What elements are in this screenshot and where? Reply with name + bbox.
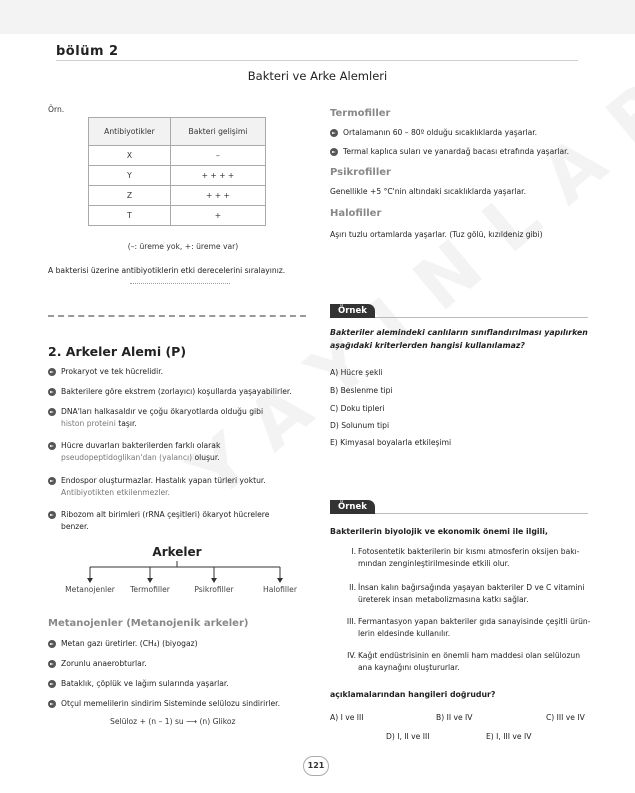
bullet-icon xyxy=(48,442,56,450)
table-row xyxy=(89,166,266,186)
list-item: Ortalamanın 60 – 80º olduğu sıcaklıklarda yaşarlar. xyxy=(343,127,537,139)
answer-option[interactable]: C) Doku tipleri xyxy=(330,404,385,413)
table-cell: Z xyxy=(89,186,171,206)
answer-option[interactable]: B) II ve IV xyxy=(436,713,473,722)
table-header: Antibiyotikler xyxy=(89,118,171,146)
statement-item: III. Fermantasyon yapan bakteriler gıda sanayisinde çeşitli ürün- lerin eldesinde kullanılır. xyxy=(346,617,591,638)
bullet-icon xyxy=(48,368,56,376)
example-label: Örn. xyxy=(48,105,65,114)
answer-option[interactable]: B) Beslenme tipi xyxy=(330,386,393,395)
table-cell: + + + + xyxy=(170,166,265,186)
list-item: Hücre duvarları bakterilerden farklı olarak pseudopeptidoglikan'dan (yalancı) oluşur. xyxy=(61,440,306,464)
cellulose-formula: Selüloz + (n – 1) su ⟶ (n) Glikoz xyxy=(110,717,236,726)
tree-arrow xyxy=(277,567,283,583)
question-stem: Bakterilerin biyolojik ve ekonomik önemi ile ilgili, xyxy=(330,527,548,536)
question-stem: Bakteriler alemindeki canlıların sınıflandırılması yapılırken aşağıdaki kriterlerden hangisi kullanılamaz? xyxy=(330,328,588,350)
table-cell: – xyxy=(170,146,265,166)
answer-line xyxy=(130,283,230,284)
bullet-icon xyxy=(48,660,56,668)
bullet-icon xyxy=(330,129,338,137)
table-row xyxy=(89,186,266,206)
table-row xyxy=(89,146,266,166)
top-band xyxy=(0,0,635,34)
table-row xyxy=(89,206,266,226)
statement-item: I. Fotosentetik bakterilerin bir kısmı atmosferin oksijen bakı- mından zenginleştirilmesinde etkili olur. xyxy=(351,547,580,568)
list-item: Prokaryot ve tek hücrelidir. xyxy=(61,366,163,378)
answer-option[interactable]: D) Solunum tipi xyxy=(330,421,390,430)
answer-option[interactable]: A) I ve III xyxy=(330,713,364,722)
tree-child-label: Termofiller xyxy=(130,585,170,594)
table-cell: + + + xyxy=(170,186,265,206)
bullet-icon xyxy=(48,477,56,485)
chapter-divider xyxy=(56,60,578,61)
example-header xyxy=(330,500,588,514)
subsection-title: Metanojenler (Metanojenik arkeler) xyxy=(48,618,249,629)
answer-option[interactable]: A) Hücre şekli xyxy=(330,368,383,377)
bullet-icon xyxy=(48,408,56,416)
question-ask: açıklamalarından hangileri doğrudur? xyxy=(330,690,496,699)
answer-option[interactable]: E) Kimyasal boyalarla etkileşimi xyxy=(330,438,452,447)
answer-option[interactable]: C) III ve IV xyxy=(546,713,585,722)
section-divider xyxy=(48,315,306,317)
tree-root-label: Arkeler xyxy=(152,545,202,559)
tree-child-label: Halofiller xyxy=(263,585,297,594)
tree-arrow xyxy=(211,567,217,583)
list-item: Zorunlu anaerobturlar. xyxy=(61,658,147,670)
table-cell: X xyxy=(89,146,171,166)
list-item: Termal kaplıca suları ve yanardağ bacası etrafında yaşarlar. xyxy=(343,146,569,158)
table-cell: Y xyxy=(89,166,171,186)
antibiotic-table xyxy=(88,117,266,226)
subsection-title: Halofiller xyxy=(330,208,382,219)
subsection-title: Psikrofiller xyxy=(330,167,391,178)
list-item: Ribozom alt birimleri (rRNA çeşitleri) ökaryot hücrelere benzer. xyxy=(61,509,306,533)
bullet-icon xyxy=(330,148,338,156)
section-title: 2. Arkeler Alemi (P) xyxy=(48,344,187,359)
table-header-row xyxy=(89,118,266,146)
bullet-icon xyxy=(48,511,56,519)
tree-child-label: Psikrofiller xyxy=(194,585,234,594)
list-item: Bataklık, çöplük ve lağım sularında yaşarlar. xyxy=(61,678,229,690)
answer-option[interactable]: D) I, II ve III xyxy=(386,732,430,741)
chapter-label: bölüm 2 xyxy=(56,44,119,59)
list-item: Endospor oluşturmazlar. Hastalık yapan türleri yoktur. Antibiyotikten etkilenmezler. xyxy=(61,475,306,499)
answer-option[interactable]: E) I, III ve IV xyxy=(486,732,532,741)
bullet-icon xyxy=(48,640,56,648)
example-tag: Örnek xyxy=(330,304,375,318)
paragraph: Aşırı tuzlu ortamlarda yaşarlar. (Tuz gölü, kızıldeniz gibi) xyxy=(330,230,543,239)
example-tag: Örnek xyxy=(330,500,375,514)
tree-child-label: Metanojenler xyxy=(65,585,115,594)
list-item: Bakterilere göre ekstrem (zorlayıcı) koşullarda yaşayabilirler. xyxy=(61,386,292,398)
statement-item: II. İnsan kalın bağırsağında yaşayan bakteriler D ve C vitamini üreterek insan metabolizmasına katkı sağlar. xyxy=(349,583,585,604)
page-number: 121 xyxy=(303,756,329,776)
table-header: Bakteri gelişimi xyxy=(170,118,265,146)
bullet-icon xyxy=(48,700,56,708)
tree-arrow xyxy=(87,567,93,583)
classification-tree xyxy=(48,558,306,586)
paragraph: Genellikle +5 °C'nin altındaki sıcaklıklarda yaşarlar. xyxy=(330,187,526,196)
page-title: Bakteri ve Arke Alemleri xyxy=(247,69,388,83)
example-header xyxy=(330,304,588,318)
tree-arrow xyxy=(147,567,153,583)
subsection-title: Termofiller xyxy=(330,108,391,119)
table-cell: T xyxy=(89,206,171,226)
example-question: A bakterisi üzerine antibiyotiklerin etki derecelerini sıralayınız. xyxy=(48,266,286,275)
table-cell: + xyxy=(170,206,265,226)
table-legend: (–: üreme yok, +: üreme var) xyxy=(127,242,239,251)
list-item: Otçul memelilerin sindirim Sisteminde selülozu sindirirler. xyxy=(61,698,280,710)
bullet-icon xyxy=(48,680,56,688)
list-item: Metan gazı üretirler. (CH₄) (biyogaz) xyxy=(61,638,198,650)
statement-item: IV. Kağıt endüstrisinin en önemli ham maddesi olan selülozun ana kaynağını oluştururlar. xyxy=(347,651,581,672)
bullet-icon xyxy=(48,388,56,396)
list-item: DNA'ları halkasaldır ve çoğu ökaryotlarda olduğu gibi histon proteini taşır. xyxy=(61,406,306,430)
